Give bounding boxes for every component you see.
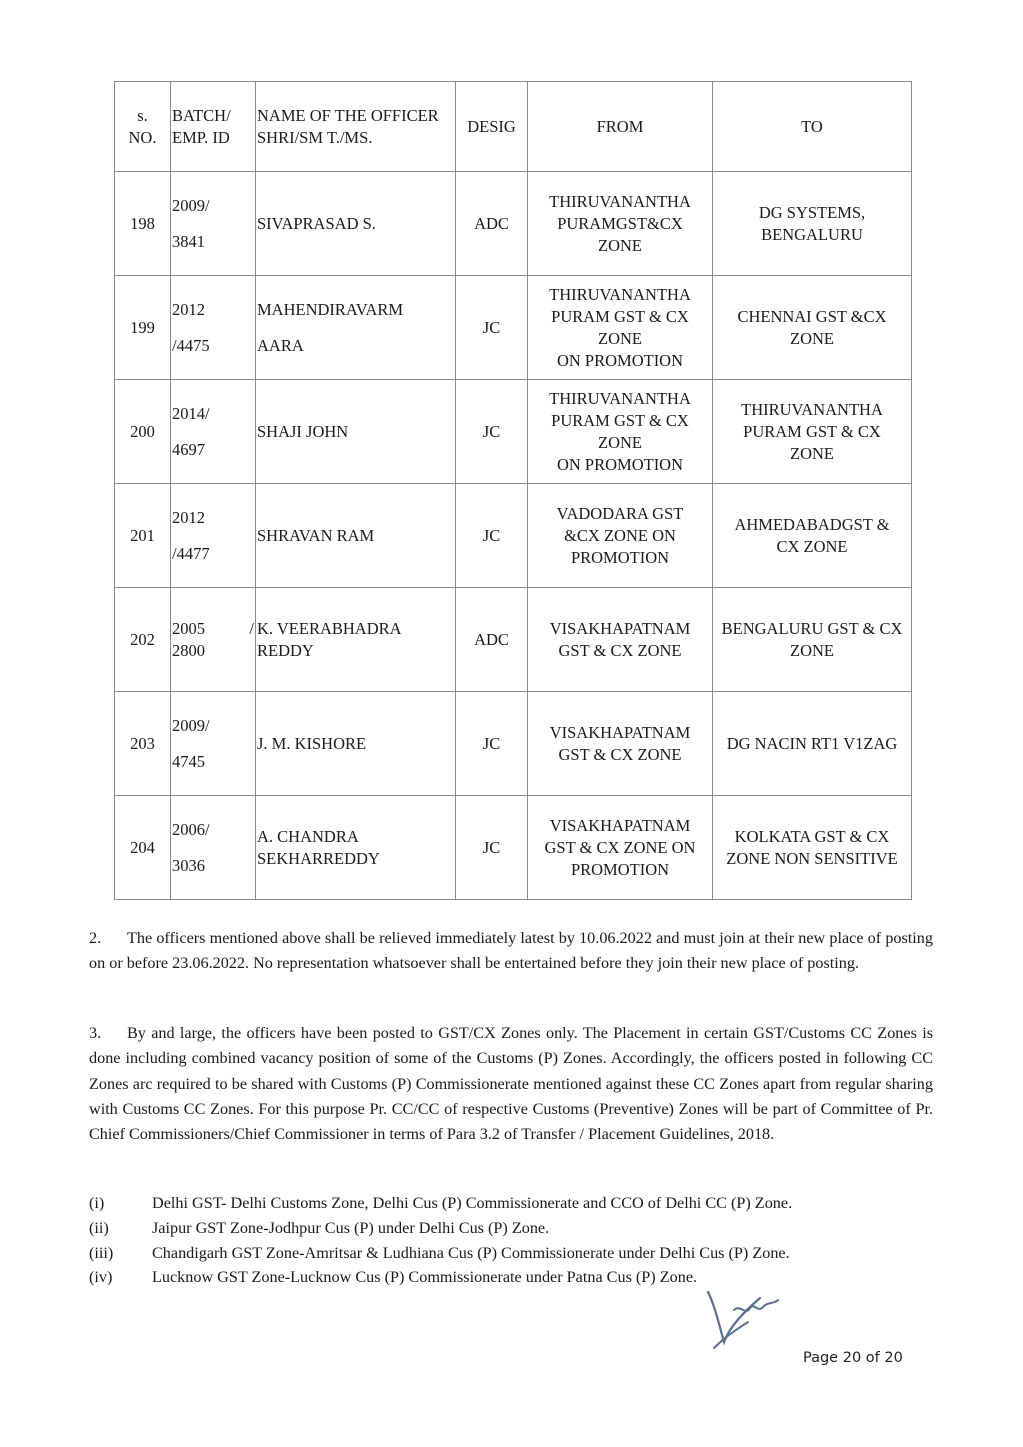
cell-sno: 199 [115, 276, 171, 380]
list-text: Lucknow GST Zone-Lucknow Cus (P) Commissionerate under Patna Cus (P) Zone. [152, 1268, 698, 1287]
cell-sno: 201 [115, 484, 171, 588]
officer-name-line1: MAHENDIRAVARM [257, 299, 404, 319]
paragraph-2-text: The officers mentioned above shall be relieved immediately latest by 10.06.2022 and must join at their new place of posting on or before 23.06.2022. No representation whatsoever shall be entertained before they join their new place of posting. [89, 929, 933, 973]
list-item [89, 1265, 933, 1290]
cell-from: THIRUVANANTHA PURAM GST & CX ZONE ON PROMOTION [528, 276, 713, 380]
batch-year: 2006/ [172, 819, 210, 839]
emp-id: 4745 [172, 751, 205, 771]
list-index: (ii) [89, 1218, 109, 1237]
table-row [115, 172, 912, 276]
emp-id: 2800 [172, 640, 205, 660]
cell-officer-name: J. M. KISHORE [256, 692, 456, 796]
emp-id: /4477 [172, 543, 210, 563]
cell-officer-name: A. CHANDRA SEKHARREDDY [256, 796, 456, 900]
header-batch: BATCH/ EMP. ID [171, 82, 256, 172]
list-index: (i) [89, 1194, 105, 1212]
emp-id: 3841 [172, 231, 205, 251]
cell-sno: 203 [115, 692, 171, 796]
list-index: (iii) [89, 1243, 114, 1262]
cell-to: BENGALURU GST & CX ZONE [713, 588, 912, 692]
cell-to: KOLKATA GST & CX ZONE NON SENSITIVE [713, 796, 912, 900]
table-row [115, 692, 912, 796]
header-to: TO [713, 82, 912, 172]
cell-to: DG NACIN RT1 V1ZAG [713, 692, 912, 796]
cell-desig: JC [456, 796, 528, 900]
cell-desig: ADC [456, 588, 528, 692]
paragraph-3-text: By and large, the officers have been posted to GST/CX Zones only. The Placement in certain GST/Customs CC Zones is done including combined vacancy position of some of the Customs (P) Zones. Accordingly, the officers posted in following CC Zones arc required to be shared with Customs (P) Commissionerate mentioned against these CC Zones apart from regular sharing with Customs CC Zones. For this purpose Pr. CC/CC of respective Customs (Preventive) Zones will be part of Committee of Pr. Chief Commissioners/Chief Commissioner in terms of Para 3.2 of Transfer / Placement Guidelines, 2018. [89, 1024, 933, 1144]
list-index: (iv) [89, 1268, 113, 1287]
table-header-row [115, 82, 912, 172]
cell-officer-name: K. VEERABHADRA REDDY [256, 588, 456, 692]
cell-officer-name [256, 276, 456, 380]
table-row [115, 484, 912, 588]
cell-batch [171, 796, 256, 900]
header-from: FROM [528, 82, 713, 172]
cell-to: THIRUVANANTHA PURAM GST & CX ZONE [713, 380, 912, 484]
cell-batch [171, 276, 256, 380]
cell-officer-name: SIVAPRASAD S. [256, 172, 456, 276]
cell-to: CHENNAI GST &CX ZONE [713, 276, 912, 380]
signature [700, 1286, 782, 1352]
cell-from: THIRUVANANTHA PURAM GST & CX ZONE ON PROMOTION [528, 380, 713, 484]
cell-desig: JC [456, 380, 528, 484]
batch-year: 2009/ [172, 715, 210, 735]
cell-officer-name: SHRAVAN RAM [256, 484, 456, 588]
header-sno: s. NO. [115, 82, 171, 172]
batch-year: 2014/ [172, 403, 210, 423]
cell-desig: ADC [456, 172, 528, 276]
table-row [115, 588, 912, 692]
cell-sno: 200 [115, 380, 171, 484]
cell-batch [171, 588, 256, 692]
cell-desig: JC [456, 276, 528, 380]
paragraph-2-number: 2. [89, 929, 102, 947]
cell-desig: JC [456, 484, 528, 588]
page-number: Page 20 of 20 [803, 1350, 903, 1366]
cell-desig: JC [456, 692, 528, 796]
transfer-table [114, 81, 912, 900]
zone-list [89, 1191, 933, 1290]
batch-year: 2012 [172, 299, 205, 319]
cell-from: VADODARA GST &CX ZONE ON PROMOTION [528, 484, 713, 588]
batch-year: 2005 [172, 618, 205, 638]
cell-officer-name: SHAJI JOHN [256, 380, 456, 484]
officer-name-line2: AARA [257, 335, 304, 355]
cell-from: THIRUVANANTHA PURAMGST&CX ZONE [528, 172, 713, 276]
batch-year: 2009/ [172, 195, 210, 215]
cell-batch [171, 172, 256, 276]
cell-batch [171, 380, 256, 484]
header-name: NAME OF THE OFFICER SHRI/SM T./MS. [256, 82, 456, 172]
cell-to: AHMEDABADGST & CX ZONE [713, 484, 912, 588]
list-item [89, 1216, 933, 1241]
table-row [115, 380, 912, 484]
cell-sno: 202 [115, 588, 171, 692]
table-row [115, 276, 912, 380]
cell-batch [171, 484, 256, 588]
table-row [115, 796, 912, 900]
cell-from: VISAKHAPATNAM GST & CX ZONE [528, 588, 713, 692]
list-text: Jaipur GST Zone-Jodhpur Cus (P) under Delhi Cus (P) Zone. [152, 1218, 550, 1237]
header-desig: DESIG [456, 82, 528, 172]
batch-year: 2012 [172, 507, 205, 527]
batch-separator: / [249, 619, 254, 638]
paragraph-3 [89, 1021, 933, 1147]
cell-from: VISAKHAPATNAM GST & CX ZONE [528, 692, 713, 796]
list-item [89, 1241, 933, 1266]
paragraph-2 [89, 926, 933, 977]
cell-sno: 204 [115, 796, 171, 900]
cell-sno: 198 [115, 172, 171, 276]
emp-id: /4475 [172, 335, 210, 355]
list-text: Chandigarh GST Zone-Amritsar & Ludhiana Cus (P) Commissionerate under Delhi Cus (P) Zone. [152, 1243, 790, 1262]
list-item [89, 1191, 933, 1216]
emp-id: 4697 [172, 439, 205, 459]
list-text: Delhi GST- Delhi Customs Zone, Delhi Cus (P) Commissionerate and CCO of Delhi CC (P) Zone. [152, 1194, 793, 1212]
cell-to: DG SYSTEMS, BENGALURU [713, 172, 912, 276]
paragraph-3-number: 3. [89, 1024, 102, 1042]
cell-from: VISAKHAPATNAM GST & CX ZONE ON PROMOTION [528, 796, 713, 900]
cell-batch [171, 692, 256, 796]
emp-id: 3036 [172, 855, 205, 875]
